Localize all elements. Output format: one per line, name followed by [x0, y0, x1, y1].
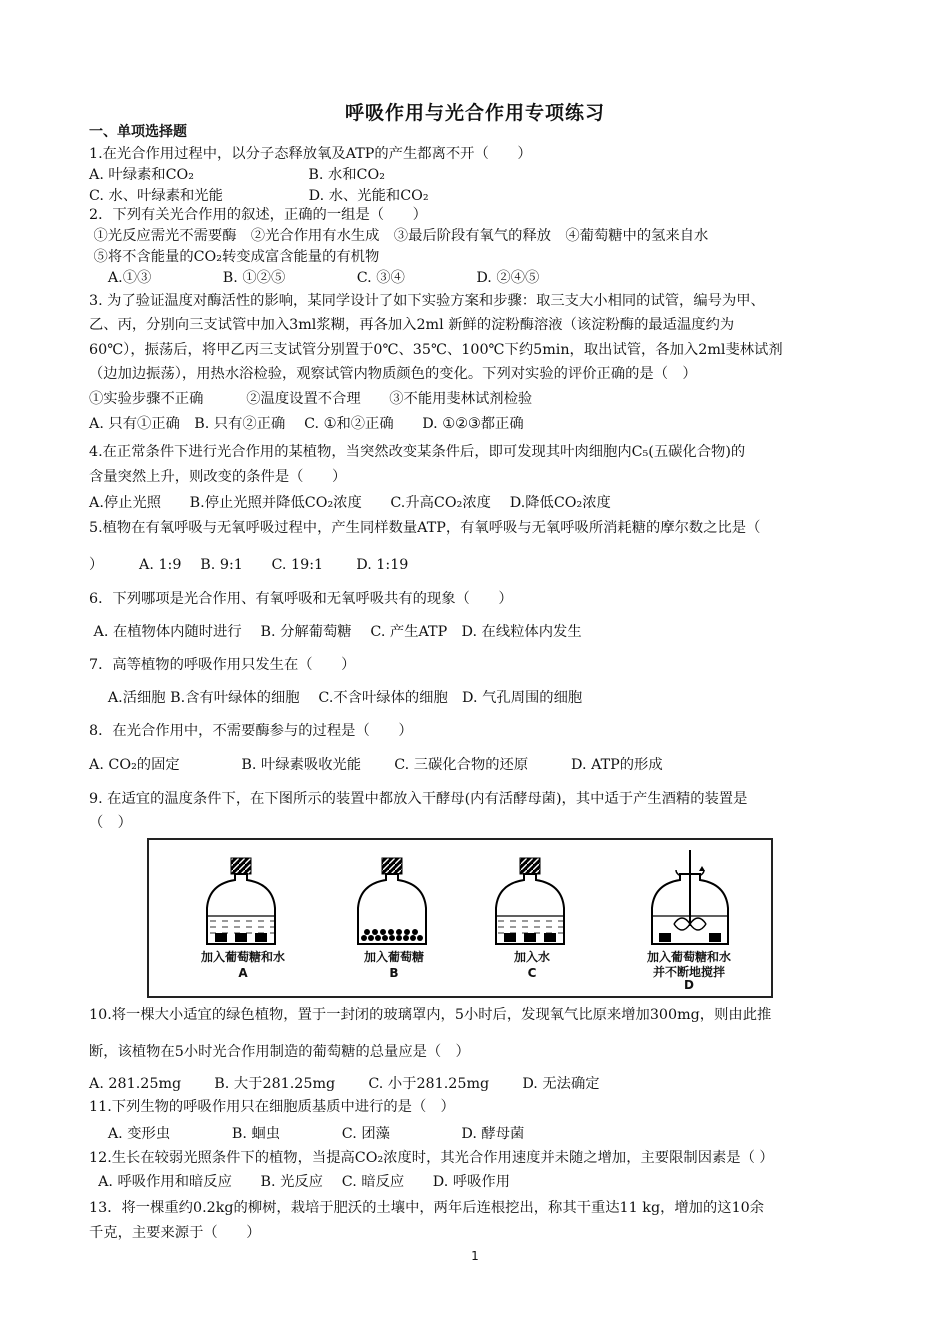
bottle-a-cap: [231, 858, 251, 874]
bottle-c-cap: [520, 858, 540, 874]
yeast-apparatus-figure: [147, 838, 773, 998]
question-line: 60℃），振荡后，将甲乙丙三支试管分别置于0℃、35℃、100℃下约5min，取出试管，各加入2ml斐林试剂: [89, 342, 783, 358]
figure-label-c: 加入水: [513, 950, 550, 964]
bottle-c: [496, 858, 564, 944]
question-line: A. 叶绿素和CO₂ B. 水和CO₂: [89, 167, 385, 183]
bottle-a: [207, 858, 275, 944]
question-line: （ ）: [89, 815, 132, 831]
question-line: 10.将一棵大小适宜的绿色植物，置于一封闭的玻璃罩内，5小时后，发现氧气比原来增加300mg，则由此推: [89, 1007, 772, 1023]
bottle-b: [358, 858, 426, 944]
figure-letter-a: A: [238, 966, 248, 980]
question-line: A. 只有①正确 B. 只有②正确 C. ①和②正确 D. ①②③都正确: [89, 416, 524, 432]
figure-letter-c: C: [527, 966, 537, 980]
question-line: 6．下列哪项是光合作用、有氧呼吸和无氧呼吸共有的现象（ ）: [89, 591, 513, 607]
figure-label-d: 加入葡萄糖和水: [646, 950, 731, 964]
question-line: 千克，主要来源于（ ）: [89, 1225, 261, 1241]
question-line: 含量突然上升，则改变的条件是（ ）: [89, 469, 347, 485]
question-line: C. 水、叶绿素和光能 D. 水、光能和CO₂: [89, 188, 429, 204]
bottle-b-cap: [382, 858, 402, 874]
question-line: A. 呼吸作用和暗反应 B. 光反应 C. 暗反应 D. 呼吸作用: [89, 1174, 511, 1190]
figure-letter-d: D: [684, 978, 694, 992]
figure-label-a: 加入葡萄糖和水: [200, 950, 285, 964]
question-line: 2．下列有关光合作用的叙述，正确的一组是（ ）: [89, 207, 427, 223]
figure-label-b: 加入葡萄糖: [363, 950, 424, 964]
question-line: （边加边振荡），用热水浴检验，观察试管内物质颜色的变化。下列对实验的评价正确的是（ ）: [89, 366, 697, 382]
question-line: ①光反应需光不需要酶 ②光合作用有水生成 ③最后阶段有氧气的释放 ④葡萄糖中的氢来自水: [89, 228, 709, 244]
question-line: ①实验步骤不正确 ②温度设置不合理 ③不能用斐林试剂检验: [89, 391, 533, 407]
question-line: 4.在正常条件下进行光合作用的某植物，当突然改变某条件后，即可发现其叶肉细胞内C₅(五碳化合物)的: [89, 444, 746, 460]
question-line: A. 变形虫 B. 蛔虫 C. 团藻 D. 酵母菌: [89, 1126, 525, 1142]
page-number: 1: [471, 1249, 479, 1263]
question-line: 1.在光合作用过程中，以分子态释放氧及ATP的产生都离不开（ ）: [89, 146, 532, 162]
bottle-d: [652, 850, 728, 944]
section-heading: 一、单项选择题: [89, 124, 187, 140]
question-line: 12.生长在较弱光照条件下的植物，当提高CO₂浓度时，其光合作用速度并未随之增加，主要限制因素是（ ）: [89, 1150, 774, 1166]
question-line: 8．在光合作用中，不需要酶参与的过程是（ ）: [89, 723, 413, 739]
question-line: A. 在植物体内随时进行 B. 分解葡萄糖 C. 产生ATP D. 在线粒体内发生: [89, 624, 582, 640]
question-line: ） A. 1:9 B. 9:1 C. 19:1 D. 1:19: [89, 557, 409, 573]
question-line: A.①③ B. ①②⑤ C. ③④ D. ②④⑤: [89, 270, 540, 286]
question-line: A. 281.25mg B. 大于281.25mg C. 小于281.25mg D. 无法确定: [89, 1076, 600, 1092]
question-line: 11.下列生物的呼吸作用只在细胞质基质中进行的是（ ）: [89, 1099, 455, 1115]
question-line: 9. 在适宜的温度条件下，在下图所示的装置中都放入干酵母(内有活酵母菌)，其中适于产生酒精的装置是: [89, 791, 748, 807]
figure-letter-b: B: [389, 966, 399, 980]
question-line: 断，该植物在5小时光合作用制造的葡萄糖的总量应是（ ）: [89, 1044, 470, 1060]
question-line: 13．将一棵重约0.2kg的柳树，栽培于肥沃的土壤中，两年后连根挖出，称其干重达11 kg，增加的这10余: [89, 1200, 765, 1216]
question-line: 乙、丙，分别向三支试管中加入3ml浆糊，再各加入2ml 新鲜的淀粉酶溶液（该淀粉酶的最适温度约为: [89, 317, 735, 333]
question-line: A. CO₂的固定 B. 叶绿素吸收光能 C. 三碳化合物的还原 D. ATP的形成: [89, 757, 663, 773]
page-title: 呼吸作用与光合作用专项练习: [344, 102, 605, 124]
question-line: 7．高等植物的呼吸作用只发生在（ ）: [89, 657, 356, 673]
question-line: 3. 为了验证温度对酶活性的影响，某同学设计了如下实验方案和步骤：取三支大小相同的试管，编号为甲、: [89, 293, 765, 309]
question-line: A.停止光照 B.停止光照并降低CO₂浓度 C.升高CO₂浓度 D.降低CO₂浓度: [89, 495, 611, 511]
figure-label-d-line2: 并不断地搅拌: [652, 965, 725, 979]
question-line: ⑤将不含能量的CO₂转变成富含能量的有机物: [89, 249, 380, 265]
question-line: 5.植物在有氧呼吸与无氧呼吸过程中，产生同样数量ATP，有氧呼吸与无氧呼吸所消耗糖的摩尔数之比是（: [89, 520, 761, 536]
question-line: A.活细胞 B.含有叶绿体的细胞 C.不含叶绿体的细胞 D. 气孔周围的细胞: [89, 690, 583, 706]
